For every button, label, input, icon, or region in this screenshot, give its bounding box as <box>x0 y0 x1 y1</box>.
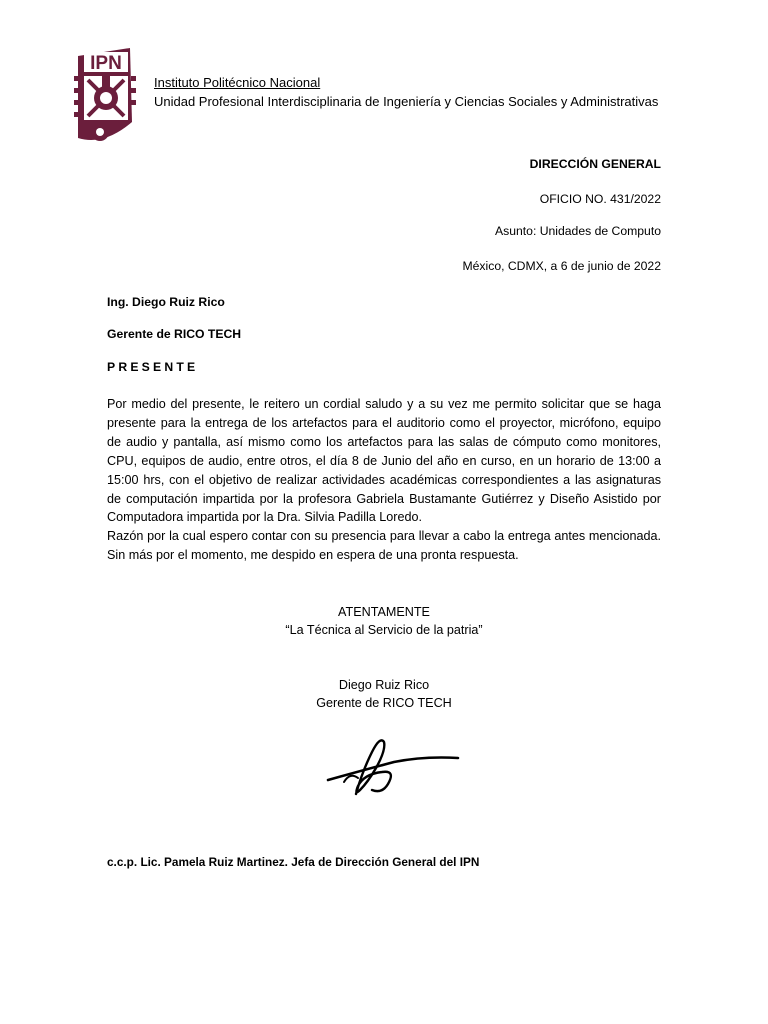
place-date: México, CDMX, a 6 de junio de 2022 <box>462 259 661 273</box>
letterhead <box>154 73 658 111</box>
motto: “La Técnica al Servicio de la patria” <box>285 623 483 637</box>
atentamente: ATENTAMENTE <box>338 605 430 619</box>
ipn-logo <box>70 46 138 146</box>
closing <box>0 603 768 639</box>
body-paragraph-1: Por medio del presente, le reitero un cordial saludo y a su vez me permito solicitar que se haga presente para la entrega de los artefactos para el auditorio como el proyector, micrófono, equipo de audio y pantalla, así mismo como los artefactos para las salas de cómputo como monitores, CPU, equipos de audio, entre otros, el día 8 de Junio del año en curso, en un horario de 13:00 a 15:00 hrs, con el objetivo de realizar actividades académicas correspondientes a las asignaturas de computación impartida por la profesora Gabriela Bustamante Gutiérrez y Diseño Asistido por Computadora impartida por la Dra. Silvia Padilla Loredo. <box>107 397 661 525</box>
signer-name: Diego Ruiz Rico <box>338 678 430 692</box>
signer <box>0 676 768 712</box>
unit-name: Unidad Profesional Interdisciplinaria de Ingeniería y Ciencias Sociales y Administrativas <box>154 94 659 109</box>
signer-position: Gerente de RICO TECH <box>316 696 452 710</box>
oficio-number: OFICIO NO. 431/2022 <box>539 192 661 206</box>
body-paragraph-2: Razón por la cual espero contar con su presencia para llevar a cabo la entrega antes mencionada. Sin más por el momento, me despido en espera de una pronta respuesta. <box>107 529 661 563</box>
institution-name: Instituto Politécnico Nacional <box>154 75 321 90</box>
letter-body <box>107 395 661 565</box>
logo-lettering: IPN <box>90 53 122 74</box>
addressee-name: Ing. Diego Ruiz Rico <box>107 295 225 309</box>
subject: Asunto: Unidades de Computo <box>495 224 661 238</box>
department: DIRECCIÓN GENERAL <box>529 157 661 171</box>
presente-heading: PRESENTE <box>107 360 199 374</box>
carbon-copy: c.c.p. Lic. Pamela Ruiz Martinez. Jefa de Dirección General del IPN <box>107 855 480 869</box>
addressee-position: Gerente de RICO TECH <box>107 327 242 341</box>
signature <box>324 732 464 804</box>
